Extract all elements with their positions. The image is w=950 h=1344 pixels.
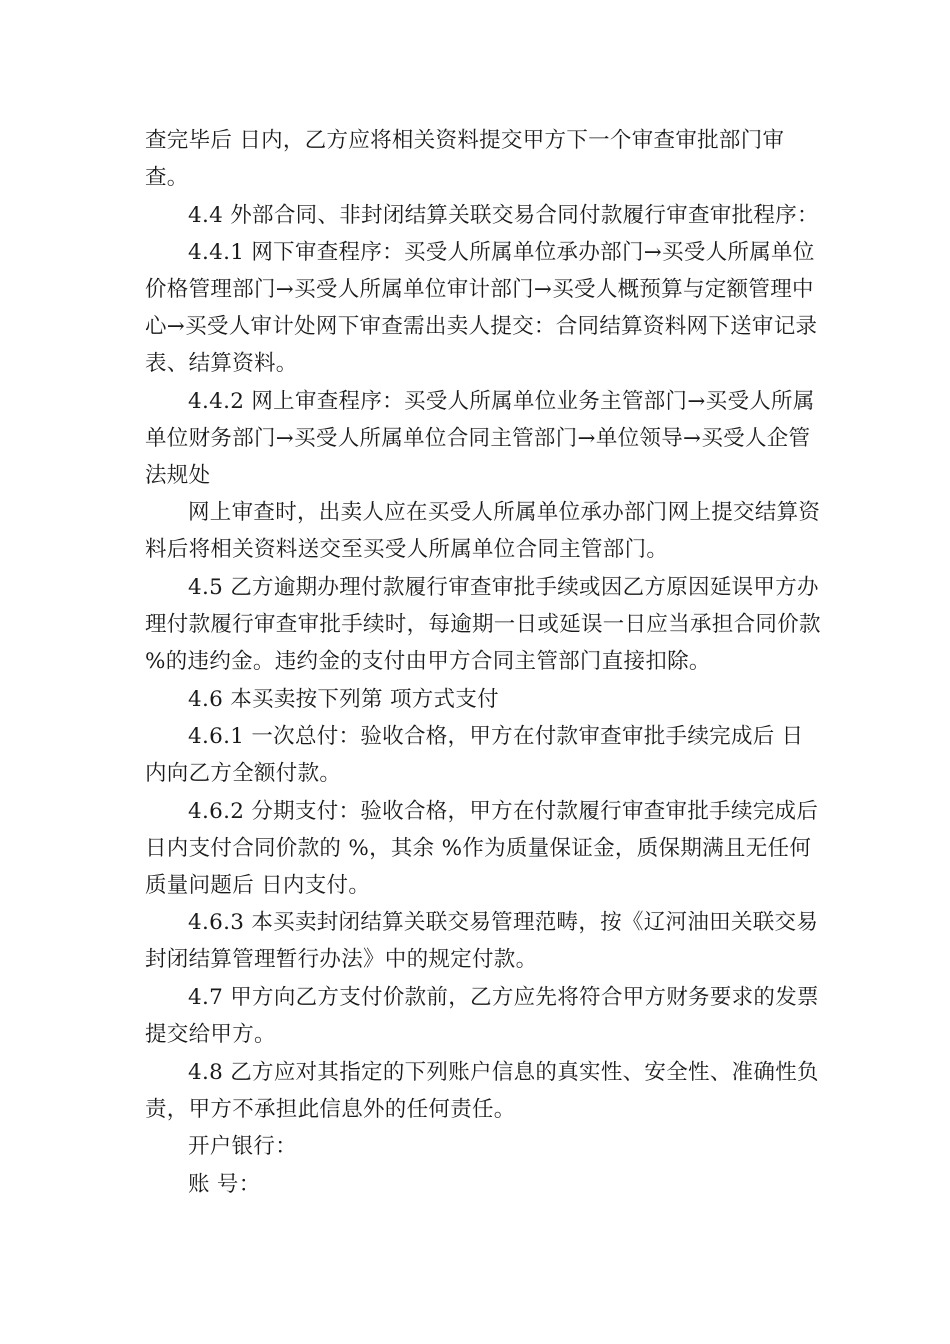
paragraph-4-5: 4.5 乙方逾期办理付款履行审查审批手续或因乙方原因延误甲方办理付款履行审查审批手续时，每逾期一日或延误一日应当承担合同价款 %的违约金。违约金的支付由甲方合同主管部门直接扣除。 xyxy=(145,574,821,674)
account-label: 账 号： xyxy=(188,1171,261,1197)
document-page xyxy=(145,122,825,1203)
paragraph-4-6-2: 4.6.2 分期支付：验收合格，甲方在付款履行审查审批手续完成后 日内支付合同价款的 %，其余 %作为质量保证金，质保期满且无任何质量问题后 日内支付。 xyxy=(145,798,819,898)
paragraph-continuation: 查完毕后 日内，乙方应将相关资料提交甲方下一个审查审批部门审查。 xyxy=(145,128,785,190)
paragraph-4-4-1: 4.4.1 网下审查程序：买受人所属单位承办部门→买受人所属单位价格管理部门→买受人所属单位审计部门→买受人概预算与定额管理中心→买受人审计处网下审查需出卖人提交：合同结算资料网下送审记录表、结算资料。 xyxy=(145,240,818,377)
bank-label: 开户银行： xyxy=(188,1134,298,1160)
paragraph-4-6-3: 4.6.3 本买卖封闭结算关联交易管理范畴，按《辽河油田关联交易封闭结算管理暂行办法》中的规定付款。 xyxy=(145,910,819,973)
paragraph-4-4-2: 4.4.2 网上审查程序：买受人所属单位业务主管部门→买受人所属单位财务部门→买受人所属单位合同主管部门→单位领导→买受人企管法规处 xyxy=(145,388,815,488)
paragraph-4-7: 4.7 甲方向乙方支付价款前，乙方应先将符合甲方财务要求的发票提交给甲方。 xyxy=(145,984,819,1047)
paragraph-4-6: 4.6 本买卖按下列第 项方式支付 xyxy=(188,686,499,712)
paragraph-4-8: 4.8 乙方应对其指定的下列账户信息的真实性、安全性、准确性负责，甲方不承担此信息外的任何责任。 xyxy=(145,1059,819,1122)
paragraph-4-6-1: 4.6.1 一次总付：验收合格，甲方在付款审查审批手续完成后 日内向乙方全额付款。 xyxy=(145,724,804,787)
paragraph-4-4: 4.4 外部合同、非封闭结算关联交易合同付款履行审查审批程序： xyxy=(188,202,819,228)
paragraph-online-review: 网上审查时，出卖人应在买受人所属单位承办部门网上提交结算资料后将相关资料送交至买受人所属单位合同主管部门。 xyxy=(145,500,821,563)
